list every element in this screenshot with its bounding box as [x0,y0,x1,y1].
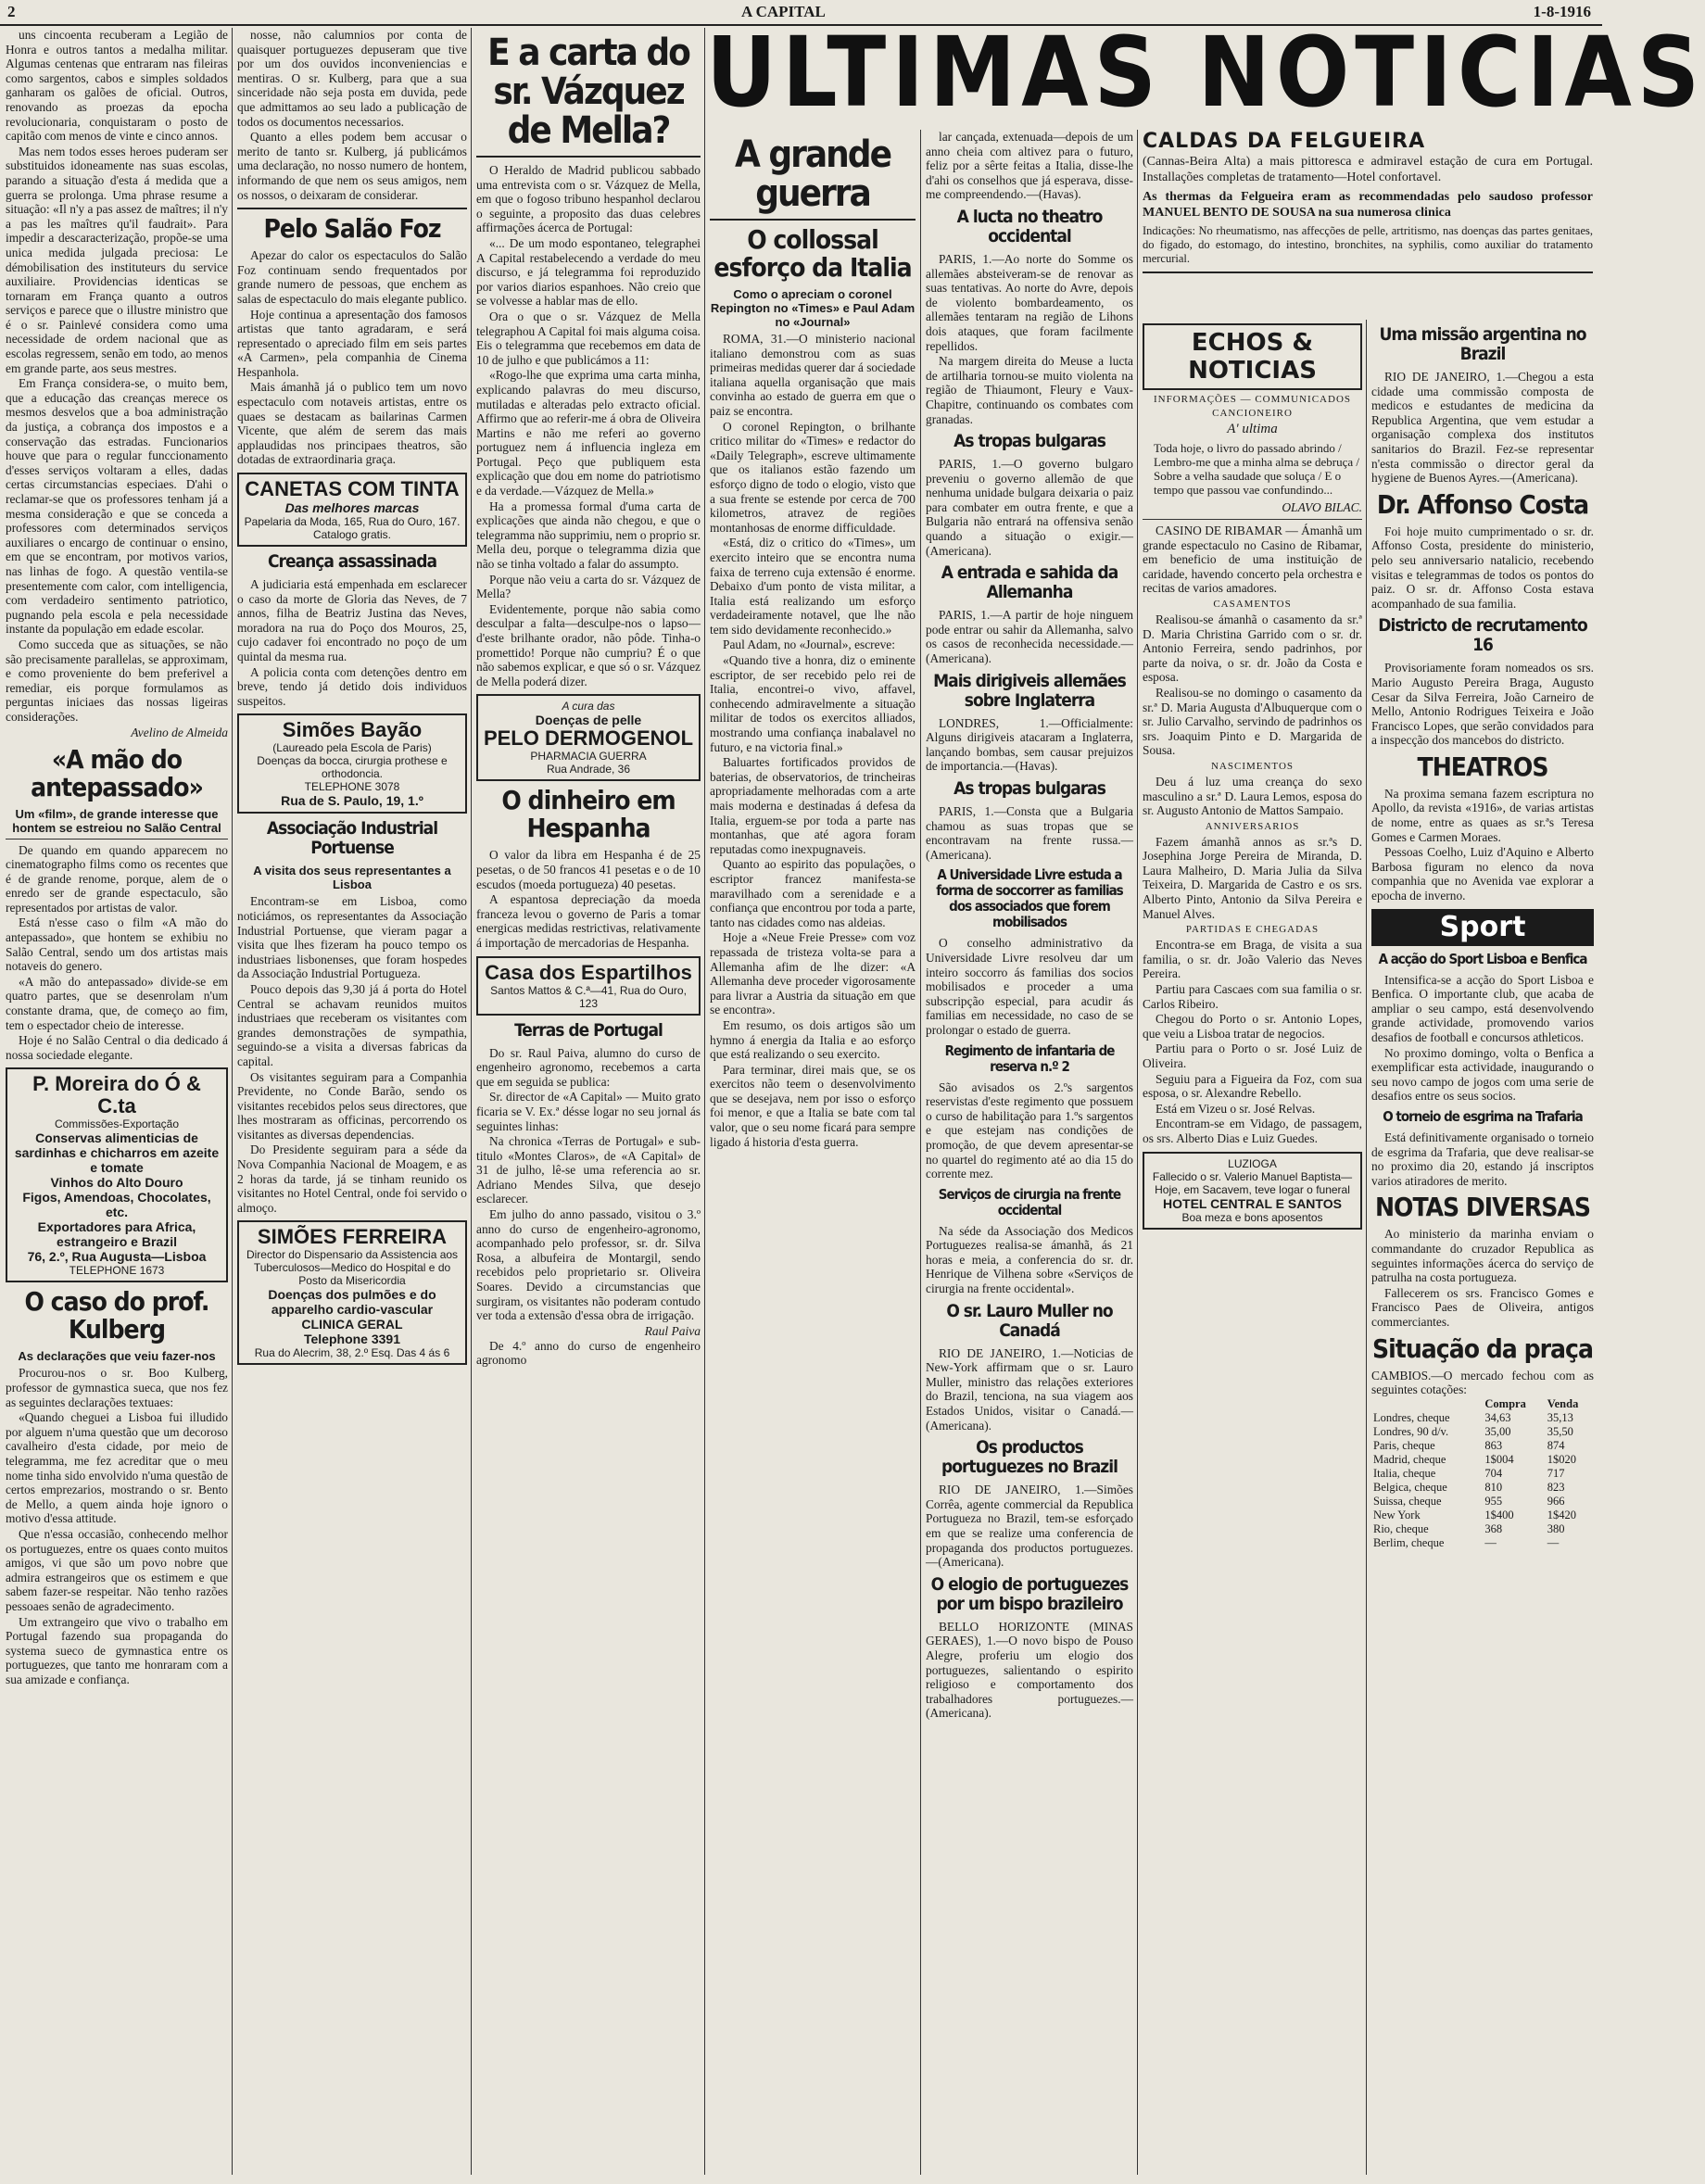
poem-title: A' ultima [1227,422,1278,436]
headline: A grande guerra [735,133,890,215]
paragraph: «Rogo-lhe que exprima uma carta minha, explicando palavras do meu discurso, mutiladas e alteradas pelo extracto oficial. Affirmo que ao referir-me á obra de Oliveira Martins e não me referi ao governo portuguez nem á influencia ingleza em Portugal. Peço que publiquem esta explicação que dou em nome do patriotismo e da verdade.—Vázquez de Mella.» [476,368,701,499]
paragraph: PARIS, 1.—O governo bulgaro preveniu o governo allemão de que nenhuma unidade bulgara deixaria o paiz para combater em outra frente, e que a Bulgaria não entrará na offensiva senão quando a situação o exigir.—(Americana). [926,457,1133,558]
table-row [1371,1522,1594,1536]
headline: Uma missão argentina no Brazil [1379,324,1586,364]
paragraph: PARIS, 1.—Ao norte do Somme os allemães absteiveram-se de renovar as suas tentativas. Ao norte do Avre, depois de violento bombardeamento, os allemães tentaram na região de Lihons dois ataques, que foram facilmente repellidos. [926,251,1133,353]
article-body [1371,370,1594,486]
table-cell: Belgica, cheque [1373,1480,1447,1494]
paragraph: «A mão do antepassado» divide-se em quatro partes, que se desenrolam n'um constante drama, que, de começo ao fim, tem o espectador cheio de interesse. [6,974,228,1032]
article-body [1143,938,1362,1145]
paragraph: Encontra-se em Braga, de visita a sua familia, o sr. dr. João Valerio das Neves Pereira. [1143,938,1362,981]
table-cell: Berlim, cheque [1373,1535,1445,1549]
article-body [6,843,228,1063]
section-tag: NASCIMENTOS [1210,760,1295,772]
headline: Regimento de infantaria de reserva n.º 2 [944,1042,1115,1075]
table-cell: — [1484,1535,1497,1549]
paragraph: Na proxima semana fazem escriptura no Apollo, da revista «1916», de varias artistas de nome, entre as quaes as sr.ªs Teresa Gomes e Carmen Moraes. [1371,786,1594,844]
ad-title: Simões Bayão [282,718,423,742]
article-body [1371,661,1594,748]
paragraph: «Quando cheguei a Lisboa fui illudido por alguem n'uma questão que um decoroso cavalheiro d'esta cidade, por meio de telegramma, me fez acreditar que o meu nome tinha sido envolvido n'uma questão de certos emprezarios, mostrando o sr. Bento de Mello, a quem ainda hoje ignoro o motivo d'essa attitude. [6,1410,228,1526]
subheadline: Um «film», de grande interesse que hontem se estreiou no Salão Central [12,806,221,835]
column-1 [6,28,228,2175]
advertisement [6,1067,228,1282]
paragraph: Deu á luz uma creança do sexo masculino a sr.ª D. Laura Lemos, esposa do sr. Augusto Antonio de Mattos Sampaio. [1143,774,1362,818]
ad-line: Vinhos do Alto Douro [50,1175,183,1191]
table-cell: 874 [1547,1438,1565,1452]
subheadline: As declarações que veiu fazer-nos [18,1349,216,1364]
headline: Pelo Salão Foz [263,213,441,245]
paragraph: BELLO HORIZONTE (MINAS GERAES), 1.—O novo bispo de Pouso Alegre, proferiu um elogio dos portuguezes, salientando o espirito religioso e comportamento dos trabalhadores portuguezes.—(Americana). [926,1619,1133,1721]
paragraph: Como succeda que as situações, se não são precisamente parallelas, se approximam, e como proveniente do bem preferivel a remediar, eis porque formulamos as perguntas iniciaes das nossas ligeiras considerações. [6,637,228,724]
paragraph: PARIS, 1.—Consta que a Bulgaria chamou as suas tropas que se encontravam na frente russa.—(Americana). [926,804,1133,862]
ad-body [1143,130,1593,266]
paragraph: Encontram-se em Vidago, de passagem, os srs. Alberto Dias e Luiz Guedes. [1143,1117,1362,1145]
ad-line: Figos, Amendoas, Chocolates, etc. [22,1190,211,1220]
paragraph: Provisoriamente foram nomeados os srs. Mario Augusto Pereira Braga, Augusto Cesar da Silva Ferreira, João Carneiro de Mello, Antonio Rodrigues Teixeira e João Francisco Lopes, que serão convidados para a inspecção dos mancebos do districto. [1371,661,1594,748]
paragraph: Pouco depois das 9,30 já á porta do Hotel Central se achavam reunidos muitos industriaes que receberam os visitantes com grandes demonstrações de sympathia, seguindo-se a visita a diversas fabricas da capital. [237,981,467,1068]
paragraph: O valor da libra em Hespanha é de 25 pesetas, o de 50 francos 41 pesetas e o de 10 escudos (moeda portugueza) 40 pesetas. [476,848,701,891]
paragraph: Um extrangeiro que vivo o trabalho em Portugal fazendo sua propaganda do systema sueco de gymnastica entre os portuguezes, que tanto me honraram com a sua amizade e confiança. [6,1614,228,1686]
poem: Toda hoje, o livro do passado abrindo / Lembro-me que a minha alma se debruça / Sobre a velha saudade que soluça / E o tempo que passou vae confundindo... [1154,441,1359,497]
table-cell: Londres, 90 d/v. [1373,1424,1449,1438]
headline: Situação da praça [1372,1332,1593,1364]
byline: Raul Paiva [644,1323,701,1338]
ad-line: Boa meza e bons aposentos [1181,1210,1323,1224]
paragraph: O coronel Repington, o brilhante critico militar do «Times» e redactor do «Daily Telegraph», escreve ultimamente que os italianos estão fazendo um esforço digno de todo o elogio, visto que a sua frente se estende por cerca de 700 kilometros, atravez de regiões montanhosas de enorme difficuldade. [710,419,916,535]
ad-telephone: TELEPHONE 1673 [69,1264,165,1278]
ad-line: Indicações: No rheumatismo, nas affecções de pelle, artritismo, nas doenças das partes genitaes, do figado, do estomago, do intestino, bronchites, na syphilis, como auxiliar do tratamento mercurial. [1143,224,1593,265]
column-3 [476,28,701,2175]
paragraph: ROMA, 31.—O ministerio nacional italiano demonstrou com as suas primeiras medidas querer dar á sociedade italiana aquella organisação que mais convinha ao estado de guerra em que o paiz se encontra. [710,332,916,418]
paragraph: Do Presidente seguiram para a séde da Nova Companhia Nacional de Moagem, e as 2 horas da tarde, já se tinham reunido os visitantes no Hotel Central, onde foi servido o almoço. [237,1142,467,1215]
table-row [1371,1509,1594,1522]
ad-line: LUZIOGA [1228,1156,1277,1170]
paragraph: Evidentemente, porque não sabia como desculpar a falta—desculpe-nos o lapso—d'este brilhante orador, não pôde. Tinha-o promettido! Porque não cumpriu? É o que não sabemos explicar, e que só o sr. Vázquez de Mella poderá dizer. [476,601,701,688]
table-cell: Madrid, cheque [1373,1452,1446,1466]
advertisement [237,473,467,547]
article-body [237,28,467,202]
paragraph: Hoje continua a apresentação dos famosos artistas que tanto agradaram, e será representado o apreciado film em seis partes «A Carmen», pela companhia de Cinema Hespanhola. [237,307,467,379]
article-body [1371,1227,1594,1329]
paragraph: Paul Adam, no «Journal», escreve: [723,638,895,652]
paragraph: Para terminar, direi mais que, se os exercitos não teem o desenvolvimento que se desejava, nem por isso o esforço foi menor, e que a Italia se bate com tal valor, que o seu nome ficará para sempre ligado á historia d'esta guerra. [710,1062,916,1149]
column-5 [926,130,1133,2175]
paragraph: Em resumo, os dois artigos são um hymno á energia da Italia e ao esforço que está realizando o seu exercito. [710,1017,916,1062]
paragraph: A policia conta com detenções dentro em breve, tendo já detido dois individuos suspeitos. [237,664,467,708]
table-cell: — [1547,1535,1560,1549]
headline: A Universidade Livre estuda a forma de soccorrer as familias dos associados que forem mobilisados [936,866,1123,931]
article-body [710,332,916,1149]
column-rule [920,130,921,2175]
table-row [1371,1495,1594,1509]
paragraph: Em julho do anno passado, visitou o 3.º anno do curso de engenheiro-agronomo, acompanhado pelo professor, sr. dr. Silva Rosa, a albufeira de Montargil, sendo recebidos pelo proprietario sr. Oliveira Soares. Devido a circumstancias que surgiram, os visitantes não poderam contudo ver toda a extensão d'essa obra de irrigação. [476,1207,701,1323]
ad-line: Fallecido o sr. Valerio Manuel Baptista—Hoje, em Sacavem, teve logar o funeral [1152,1169,1353,1196]
paragraph: Intensifica-se a acção do Sport Lisboa e Benfica. O importante club, que acaba de ampliar o seu campo, está desenvolvendo grande actividade, promovendo varios desafios de football e concursos athleticos. [1371,972,1594,1044]
headline: O sr. Lauro Muller no Canadá [946,1300,1113,1341]
table-row [1371,1411,1594,1425]
paragraph: Está definitivamente organisado o torneio de esgrima da Trafaria, que deve realisar-se no proximo dia 20, estando já inscriptos varios atiradores de merito. [1371,1130,1594,1188]
ad-line: Santos Mattos & C.ª—41, Rua do Ouro, 123 [490,983,687,1010]
headline: A acção do Sport Lisboa e Benfica [1378,950,1587,967]
paragraph: Sr. director de «A Capital» — Muito grato ficaria se V. Ex.ª désse logar no seu jornal ás seguintes linhas: [476,1090,701,1133]
section-tag: CANCIONEIRO [1212,408,1293,419]
headline: O caso do prof. Kulberg [24,1286,209,1345]
paragraph: PARIS, 1.—A partir de hoje ninguem pode entrar ou sahir da Allemanha, salvo os casos de reconhecida necessidade.—(Americana). [926,608,1133,666]
divider [237,208,467,209]
paragraph: Na séde da Associação dos Medicos Portuguezes realisa-se ámanhã, ás 21 horas e meia, a conferencia do sr. dr. Henrique de Vilhena sobre «Serviços de cirurgia na frente occidental». [926,1223,1133,1296]
article-body [1143,835,1362,922]
table-cell: 966 [1547,1494,1565,1508]
table-cell: 863 [1484,1438,1503,1452]
sport-banner: Sport [1371,909,1594,946]
ad-line: (Cannas-Beira Alta) a mais pittoresca e admiravel estação de cura em Portugal. Installações completas de tratamento—Hotel confortavel. [1143,155,1593,184]
paragraph: Encontram-se em Lisboa, como noticiámos, os representantes da Associação Industrial Portuense, que vieram pagar a visita que lhes fizeram ha pouco tempo os industriaes lisbonenses, que foram hospedes da Associação Industrial Portugueza. [237,894,467,981]
ad-line: Das melhores marcas [284,500,420,516]
table-header: Venda [1547,1396,1579,1410]
headline: Os productos portuguezes no Brazil [941,1437,1118,1478]
paragraph: RIO DE JANEIRO, 1.—Noticias de New-York affirmam que o sr. Lauro Muller, ministro das relações exteriores do Brazil, tenciona, na sua viagem aos Estados Unidos, visitar o Canadá.—(Americana). [926,1345,1133,1433]
article-body [237,577,467,708]
paragraph: Fallecerem os srs. Francisco Gomes e Francisco Paes de Oliveira, antigos commerciantes. [1371,1285,1594,1329]
paragraph: Pessoas Coelho, Luiz d'Aquino e Alberto Barbosa figuram no elenco da nova companhia que no Avenida vae explorar a epocha de inverno. [1371,845,1594,903]
exchange-table [1371,1397,1594,1550]
ad-title: Casa dos Espartilhos [485,960,692,984]
table-cell: 368 [1484,1521,1503,1535]
paragraph: uns cincoenta recuberam a Legião de Honra e outros tantos a medalha militar. Algumas centenas que entraram nas fileiras como sargentos, cabos e simples soldados ganharam os galões de oficial. Outros, renovando as proezas da epocha revolucionaria, conquistaram o posto de capitão com menos de vinte e cinco annos. [6,28,228,144]
article-body [237,894,467,1215]
article-body [926,804,1133,862]
ad-title: SIMÕES FERREIRA [257,1225,448,1249]
paragraph: CASINO DE RIBAMAR — Ámanhã um grande espectaculo no Casino de Ribamar, em beneficio de uma instituição de caridade, havendo concerto pela orchestra e recitas de varios amadores. [1143,524,1362,596]
section-tag: ANNIVERSARIOS [1205,820,1300,832]
ad-line: Commissões-Exportação [54,1117,180,1131]
paragraph: «Quando tive a honra, diz o eminente escriptor, de ser recebido pelo rei de Italia, encontrei-o vivo, affavel, conhecendo admiravelmente a situação militar de todos os exercitos alliados, mostrando uma confiança inabalavel no futuro, e na victoria final.» [710,653,916,754]
page-number: 2 [7,3,16,20]
ad-title: CALDAS DA FELGUEIRA [1143,130,1426,153]
table-cell: New York [1373,1508,1421,1521]
table-cell: Italia, cheque [1373,1466,1436,1480]
article-body [476,1046,701,1323]
table-header [1371,1397,1483,1411]
article-body [6,28,228,725]
column-4 [710,130,916,2175]
ad-title: HOTEL CENTRAL E SANTOS [1163,1195,1342,1211]
headline: NOTAS DIVERSAS [1374,1192,1591,1223]
table-cell: 35,13 [1547,1410,1573,1424]
paragraph: Chegou do Porto o sr. Antonio Lopes, que veiu a Lisboa tratar de negocios. [1143,1012,1362,1041]
headline: Serviços de cirurgia na frente occidental [938,1185,1121,1218]
table-cell: Rio, cheque [1373,1521,1429,1535]
paragraph: Do sr. Raul Paiva, alumno do curso de engenheiro agronomo, recebemos a carta que em seguida se publica: [476,1045,701,1089]
ad-line: Exportadores para Africa, estrangeiro e Brazil [37,1219,196,1250]
byline: OLAVO BILAC. [1282,500,1362,514]
headline: Dr. Affonso Costa [1376,488,1589,520]
table-cell: Paris, cheque [1373,1438,1435,1452]
table-cell: 34,63 [1484,1410,1511,1424]
ad-line: Papelaria da Moda, 165, Rua do Ouro, 167. Catalogo gratis. [244,515,461,542]
ad-title: Doenças de pelle [535,713,642,728]
ad-line: As thermas da Felgueira eram as recommendadas pelo saudoso professor MANUEL BENTO DE SOUSA na sua numerosa clinica [1143,190,1593,220]
paragraph: LONDRES, 1.—Officialmente: Alguns dirigiveis atacaram a Inglaterra, lançando bombas, sem causar prejuizos de importancia.—(Havas). [926,715,1133,774]
column-6 [1143,320,1362,2175]
article-body [1371,524,1594,612]
article-body [926,252,1133,426]
paragraph: Na chronica «Terras de Portugal» e sub-titulo «Montes Claros», de «A Capital» de 31 de julho, lê-se uma referencia ao sr. Adriano Mendes Silva, que desejo esclarecer. [476,1134,701,1206]
ad-address: Rua do Alecrim, 38, 2.º Esq. Das 4 ás 6 [254,1346,450,1360]
article-body [926,457,1133,558]
ad-address: Rua Andrade, 36 [546,763,631,776]
ad-address: 76, 2.º, Rua Augusta—Lisboa [27,1249,207,1265]
table-cell: 717 [1547,1466,1565,1480]
paragraph: Fazem ámanhã annos as sr.ªs D. Josephina Jorge Pereira de Miranda, D. Laura Malheiro, D. Maria Julia da Silva Teixeira, D. Margarida de Castro e os srs. Alberto Pinto, Antonio da Silva Pereira e Manuel Alves. [1143,834,1362,921]
article-body [926,936,1133,1037]
headline: O torneio de esgrima na Trafaria [1383,1107,1583,1125]
article-body [237,248,467,467]
paper-name: A CAPITAL [741,3,826,20]
column-rule [1366,320,1367,2175]
table-cell: 1$004 [1484,1452,1514,1466]
paragraph: A espantosa depreciação da moeda franceza levou o governo de Paris a tomar energicas medidas restrictivas, relativamente á importação de mercadorias de Hespanha. [476,892,701,950]
table-row [1371,1536,1594,1550]
column-rule [471,28,472,2175]
table-cell: 810 [1484,1480,1503,1494]
table-cell: Londres, cheque [1373,1410,1450,1424]
page-date: 1-8-1916 [1533,3,1591,20]
paragraph: Hoje a «Neue Freie Presse» com voz repassada de tristeza volta-se para a Allemanha afim de lhe dizer: «A Allemanha deve proceder vigorosamente para livrar a Austria da situação em que se encontra». [710,930,916,1017]
article-body [926,608,1133,665]
paragraph: Porque não veiu a carta do sr. Vázquez de Mella? [476,572,701,601]
article-body [926,1346,1133,1433]
ad-telephone: TELEPHONE 3078 [304,780,400,794]
table-cell: 704 [1484,1466,1503,1480]
headline: Creança assassinada [268,551,436,573]
headline: As tropas bulgaras [954,431,1105,452]
paragraph: Baluartes fortificados providos de baterias, de observatorios, de trincheiras apropriadamente melhoradas com a arte mais moderna e destinadas á defesa da Italia, erguem-se por toda a parte nas montanhas, que até agora foram reputadas como inexpugnaveis. [710,755,916,856]
table-cell: 35,50 [1547,1424,1573,1438]
article-body [476,848,701,950]
headline: A entrada e sahida da Allemanha [941,562,1118,603]
paragraph: lar cançada, extenuada—depois de um anno cheia com altivez para o futuro, feliz por a sêrte feitas a Italia, disse-lhe d'ahi os conselhos que já esperava, disse-me compreendendo.—(Havas). [926,130,1133,202]
section-tag: INFORMAÇÕES — COMMUNICADOS [1153,394,1352,405]
paragraph: Procurou-nos o sr. Boo Kulberg, professor de gymnastica sueca, que nos fez as seguintes declarações textuaes: [6,1366,228,1409]
article-body [926,1224,1133,1296]
table-cell: 1$020 [1547,1452,1576,1466]
masthead: ULTIMAS NOTICIAS [706,16,1705,129]
table-header: Compra [1484,1396,1526,1410]
ad-line: PELO DERMOGENOL [483,726,694,751]
paragraph: Ora o que o sr. Vázquez de Mella telegraphou A Capital foi mais alguma coisa. Eis o telegramma que recebemos em data de 10 de julho e que publicámos a 11: [476,309,701,367]
paragraph: Realisou-se no domingo o casamento da sr.ª D. Maria Augusta d'Albuquerque com o sr. Julio Carvalho, servindo de padrinhos os srs. Joaquim Pinto e D. Margarida de Sousa. [1143,685,1362,758]
table-row [1371,1481,1594,1495]
article-body [926,1483,1133,1570]
column-rule [1137,130,1138,2175]
article-body [1143,524,1362,596]
paragraph: Está n'esse caso o film «A mão do antepassado», que hontem se exhibiu no Salão Central, sendo um dos artistas mais notaveis do genero. [6,915,228,974]
paragraph: De quando em quando apparecem no cinematographo films como os recentes que é de grande renome, porque, alem de o enredo ser de grande espectaculo, são representados por artistas de valor. [6,842,228,915]
ad-telephone: Telephone 3391 [303,1332,400,1347]
article-body [1371,973,1594,1104]
article-body [1143,775,1362,818]
headline: Terras de Portugal [514,1019,663,1041]
column-rule [704,28,705,2175]
paragraph: Na margem direita do Meuse a lucta de artilharia tornou-se muito violenta na região de Thiaumont, Fleury e Vaux-Chapitre, continuando os combates com granadas. [926,354,1133,426]
paragraph: São avisados os 2.ºs sargentos reservistas d'este regimento que possuem o curso de habilitação para 1.ºs sargentos e que estejam nas condições de promoção, de que devem apresentar-se no quartel do regimento até ao dia 15 do corrente mez. [926,1079,1133,1181]
headline: Associação Industrial Portuense [266,818,438,859]
column-7 [1371,320,1594,2175]
ad-line: Director do Dispensario da Assistencia aos Tuberculosos—Medico do Hospital e do Posto da Misericordia [246,1248,459,1288]
ad-address: Rua de S. Paulo, 19, 1.º [281,793,423,809]
divider [6,839,228,840]
paragraph: Ha a promessa formal d'uma carta de explicações que ainda não chegou, e que o telegramma não supprimiu, nem o proprio sr. Mella deu, porque o telegramma dizia que não se tinha voltado a falar do assumpto. [476,499,701,572]
ad-title: P. Moreira do Ó & C.ta [32,1072,201,1118]
table-cell: 955 [1484,1494,1503,1508]
ad-line: Conservas alimenticias de sardinhas e chicharros em azeite e tomate [14,1130,220,1176]
article-body [6,1366,228,1686]
advertisement [476,956,701,1016]
paragraph: No proximo domingo, volta o Benfica a exemplificar esta actividade, inaugurando o seu novo campo de jogos com uma serie de desafios entre os seus socios. [1371,1045,1594,1104]
divider [710,219,916,221]
section-banner: ECHOS & NOTICIAS [1143,323,1362,390]
table-cell: 823 [1547,1480,1565,1494]
ad-line: PHARMACIA GUERRA [530,750,647,764]
advertisement [237,713,467,814]
paragraph: Hoje é no Salão Central o dia dedicado á nossa sociedade elegante. [6,1033,228,1062]
paragraph: Seguiu para a Figueira da Foz, com sua esposa, o sr. Alexandre Rebello. [1143,1071,1362,1101]
paragraph: Quanto a elles podem bem accusar o merito de tanto sr. Kulberg, já publicámos uma declaração, no nosso numero de hontem, informando de que nem os seus amigos, nem os nossos, o deixaram de considerar. [237,130,467,202]
ad-line: A cura das [562,700,615,713]
paragraph: Que n'essa occasião, conhecendo melhor os portuguezes, entre os quaes conto muitos amigos, vi que são um povo nobre que admira estrangeiros que os estimem e que sabem fazer-se respeitar. Não tenho razões pessoaes senão de agradecimento. [6,1526,228,1613]
ad-line: Doenças da bocca, cirurgia prothese e orthodoncia. [257,754,448,781]
table-cell: Suissa, cheque [1373,1494,1442,1508]
article-body [1371,1130,1594,1188]
article-body [476,163,701,688]
paragraph: Mas nem todos esses heroes puderam ser substituidos idoneamente nas suas escolas, parando a situação d'esta á medida que a guerra se prolonga. Uma phrase resume a situação: «Il n'y a pas assez de maîtres; il n'y a pas les maîtres qu'il faudrait». Para impedir a descaracterização, propõe-se uma unica medida julgada preciosa: Le démobilisation des instituteurs du service auxiliaire. Providencias identicas se tornaram em França quanto a outros serviços e parece que o illustre ministro que é o sr. Painlevé considera como uma necessidade de ordem nacional que as escolas regressem, senão em todo, ao menos em grande parte, aos seus mestres. [6,144,228,375]
headline: «A mão do antepassado» [31,743,203,802]
cambio-intro: CAMBIOS.—O mercado fechou com as seguintes cotações: [1371,1368,1594,1397]
headline: O collossal esforço da Italia [714,224,912,283]
paragraph: RIO DE JANEIRO, 1.—Simões Corrêa, agente commercial da Republica Portugueza no Brazil, tem-se esforçado em que se realize uma conferencia de propaganda dos productos portuguezes.—(Americana). [926,1483,1133,1570]
article-body [926,130,1133,202]
headline: THEATROS [1417,751,1548,782]
paragraph: nosse, não calumnios por conta de quaisquer portuguezes depuseram que tive por um dos ouvidos inconveniencias e mentiras. O sr. Kulberg, para que a sua sinceridade não seja posta em duvida, pede que admittamos ao seu lado a publicação de todos os documentos necessarios. [237,28,467,129]
article-body [926,1080,1133,1181]
table-cell: 380 [1547,1521,1565,1535]
table-cell: 1$400 [1484,1508,1514,1521]
table-row [1371,1425,1594,1439]
paragraph: De 4.º anno do curso de engenheiro agronomo [476,1338,701,1368]
headline: O elogio de portuguezes por um bispo brazileiro [930,1573,1129,1614]
subheadline: A visita dos seus representantes a Lisboa [253,864,451,892]
section-tag: PARTIDAS E CHEGADAS [1185,924,1320,936]
paragraph: Apezar do calor os espectaculos do Salão Foz continuam sendo frequentados por grande numero de pessoas, que enchem as salas de espectaculo do mais elegante publico. [237,248,468,306]
table-cell: 1$420 [1547,1508,1576,1521]
article-body [1143,612,1362,758]
paragraph: Em França considera-se, o muito bem, que a educação das creanças merece os mesmos desvelos que a boa administração da justiça, a cobrança dos impostos e a conservação das estradas. Funcionarios houve que para o regular funccionamento d'esses serviços voltaram a elles, dadas certas circumstancias especiaes. D'ahi o reclamar-se que os professores tenham já a mesma consideração e que se conceda a professores com determinados serviços auxiliares o encargo de continuar o ensino, em que se encontram, por motivos varios, nas linhas de fogo. A questão ventila-se presentemente com calor, com intelligencia, com verdadeiro sentimento patriotico, pugnando pela escola e pela necessidade instante da população em edade escolar. [6,376,228,637]
byline: Avelino de Almeida [131,725,228,739]
paragraph: Quanto ao espirito das populações, o escriptor francez manifesta-se maravilhado com a serenidade e a confiança que encontrou por toda a parte, tanto nas cidades como nas aldeias. [710,857,916,929]
paragraph: «... De um modo espontaneo, telegraphei A Capital restabelecendo a verdade do meu discurso, e já telegramma foi reproduzido por varios diarios espanhoes. Não creio que se volvesse a hablar mas de ello. [476,235,701,309]
paragraph: Partiu para o Porto o sr. José Luiz de Oliveira. [1143,1042,1362,1070]
headline: As tropas bulgaras [954,778,1105,799]
column-rule [232,28,233,2175]
paragraph: Os visitantes seguiram para a Companhia Previdente, no Conde Barão, sendo os visitantes recebidos pelos seus directores, que lhes mostraram as officinas, percorrendo os visitantes as diversas dependencias. [237,1069,467,1142]
ad-line: (Laureado pela Escola de Paris) [272,741,432,755]
paragraph: O conselho administrativo da Universidade Livre resolveu dar um inteiro soccorro ás familias dos socios mobilisados e proceder a uma subscripção especial, para acudir ás familias em necessidade, no caso de se prolongar o estado de guerra. [926,936,1133,1037]
headline: Districto de recrutamento 16 [1378,615,1587,656]
advertisement [476,694,701,781]
article-body [926,716,1133,774]
article-body [1371,787,1594,903]
paragraph: Mais ámanhã já o publico tem um novo espectaculo com notaveis artistas, entre os quaes se destacam as bailarinas Carmen Vicente, que além de serem das mais applaudidas nos principaes theatros, são dotadas de extraordinaria graça. [237,380,467,467]
paragraph: Está em Vizeu o sr. José Relvas. [1156,1101,1316,1116]
article-body [926,1620,1133,1721]
advertisement [237,1220,467,1365]
paragraph: O Heraldo de Madrid publicou sabbado uma entrevista com o sr. Vázquez de Mella, em que o fogoso tribuno hespanhol declarou o seguinte, a proposito das duas celebres affirmações ácerca de Portugal: [476,163,701,235]
paragraph: Ao ministerio da marinha enviam o commandante do cruzador Republica as seguintes informações ácerca do serviço de patrulha na costa portugueza. [1371,1227,1594,1285]
paragraph: Partiu para Cascaes com sua familia o sr. Carlos Ribeiro. [1143,982,1362,1011]
paragraph: A judiciaria está empenhada em esclarecer o caso da morte de Gloria das Neves, de 7 annos, filha de Beatriz Justina das Neves, moradora na rua do Poço dos Mouros, 25, cujo cadaver foi encontrado no poço de um quintal da mesma rua. [237,577,467,663]
subheadline: Como o apreciam o coronel Repington no «Times» e Paul Adam no «Journal» [710,287,916,329]
headline: Mais dirigiveis allemães sobre Inglaterra [933,670,1126,711]
section-tag: CASAMENTOS [1213,598,1292,610]
paragraph: RIO DE JANEIRO, 1.—Chegou a esta cidade uma commissão composta de medicos e estudantes de medicina da Republica Argentina, que vem estudar a organisação complexa dos institutos sanitarios do Brazil. Fez-se representar n'esta commissão o director geral da hygiene de Buenos Ayres.—(Americana). [1371,370,1594,486]
divider [476,156,701,158]
ad-line: CLINICA GERAL [301,1317,403,1332]
headline: E a carta do sr. Vázquez de Mella? [487,32,689,152]
paragraph: Realisou-se ámanhã o casamento da sr.ª D. Maria Christina Garrido com o sr. dr. Antonio Ferreira, sendo padrinhos, por parte da noiva, o sr. dr. João da Costa e esposa. [1143,612,1362,685]
headline: A lucta no theatro occidental [956,206,1103,246]
paragraph: «Está, diz o critico do «Times», um exercito inteiro que se encontra numa faixa de terreno cuja extensão é enorme. Debaixo d'um ponto de vista militar, a Italia está realizando um esforço verdadeiramente notavel, que lhe não tem sido devidamente reconhecido.» [710,536,916,637]
column-2 [237,28,467,2175]
advertisement [1143,1152,1362,1230]
ad-title: CANETAS COM TINTA [245,477,460,501]
divider [1143,519,1362,520]
headline: O dinheiro em Hespanha [501,785,676,844]
paragraph: Foi hoje muito cumprimentado o sr. dr. Affonso Costa, presidente do ministerio, pelo seu anniversario natalicio, recebendo visitas e telegrammas de todos os pontos do paiz. O sr. dr. Affonso Costa estava acompanhado de sua familia. [1371,524,1594,611]
caldas-advertisement [1143,130,1593,315]
table-cell: 35,00 [1484,1424,1511,1438]
table-row [1371,1467,1594,1481]
ad-line: Doenças dos pulmões e do apparelho cardio-vascular [268,1287,436,1318]
article-body [476,1339,701,1368]
divider [1143,271,1593,273]
table-row [1371,1439,1594,1453]
table-row [1371,1453,1594,1467]
